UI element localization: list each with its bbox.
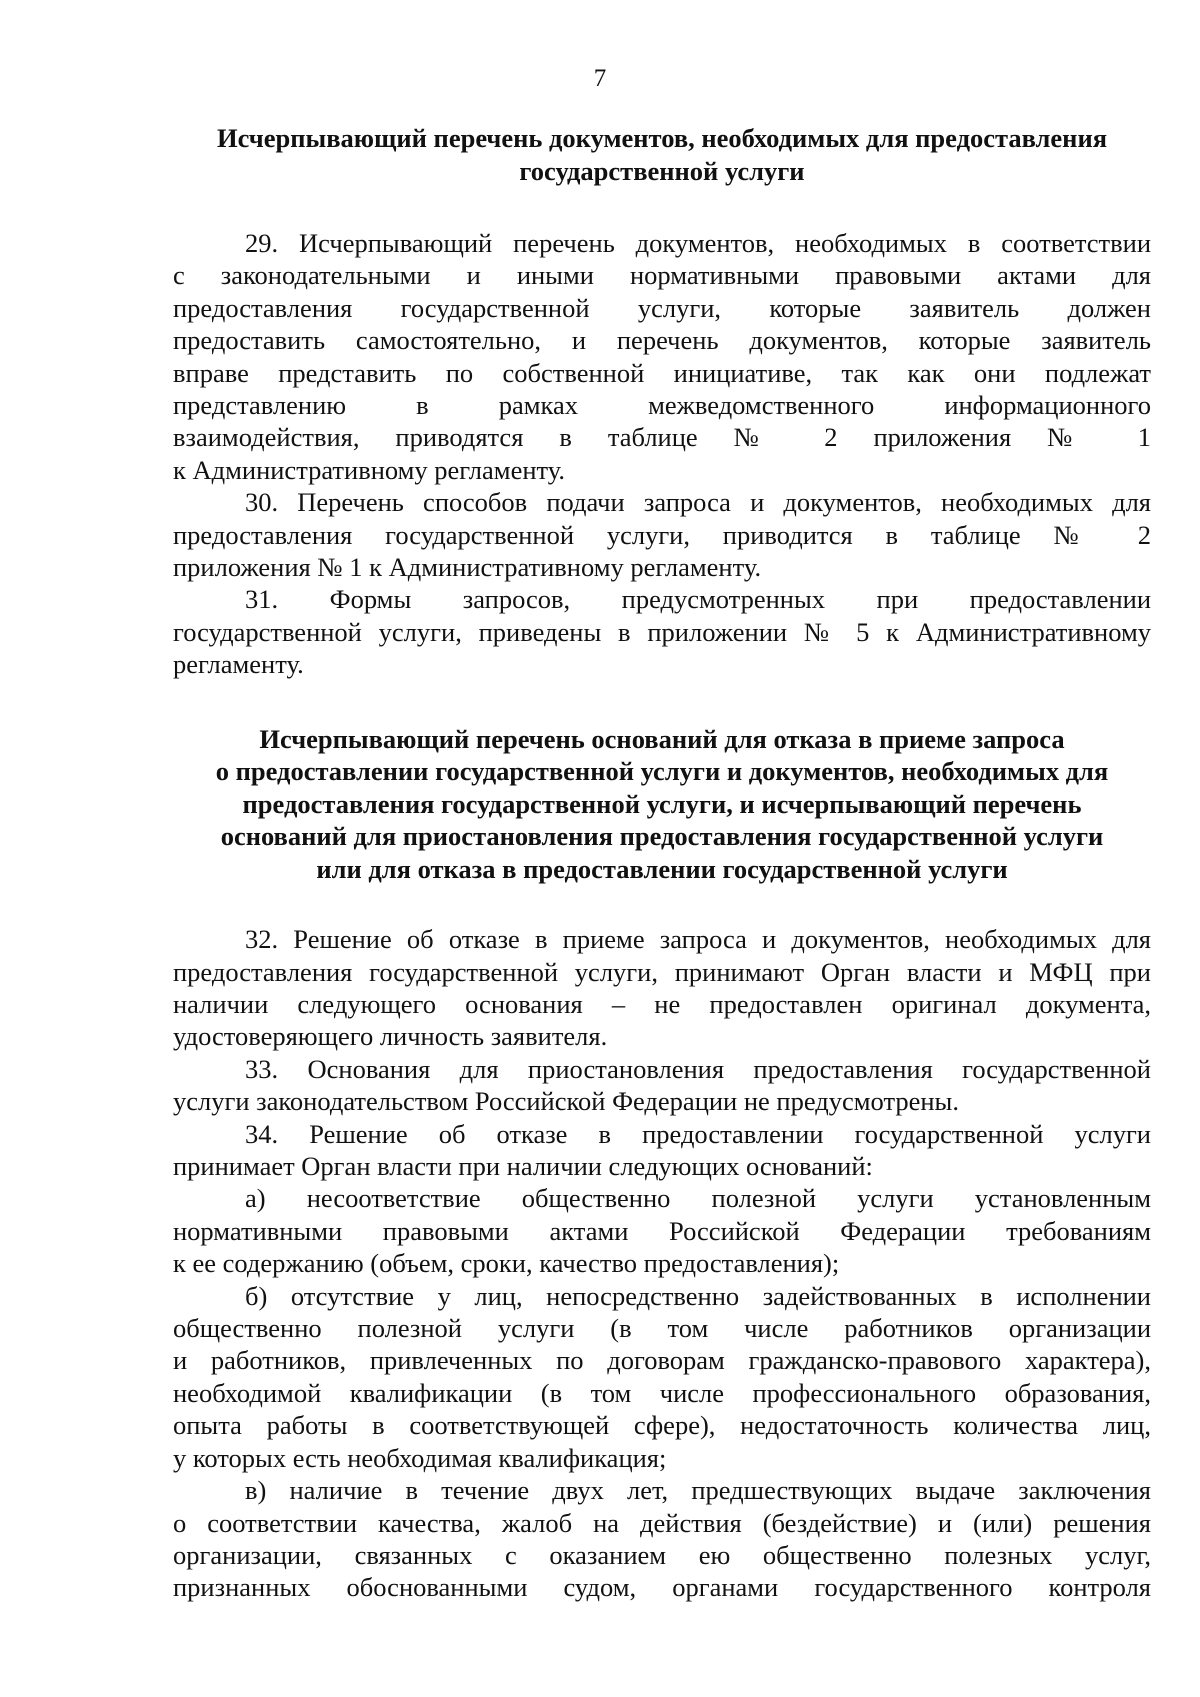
paragraph xyxy=(173,1182,1151,1279)
paragraph-line: представлению в рамках межведомственного информационного xyxy=(173,390,1151,421)
paragraph xyxy=(173,923,1151,1053)
page-number: 7 xyxy=(593,65,607,92)
heading-line: или для отказа в предоставлении государственной услуги xyxy=(316,853,1008,884)
paragraph xyxy=(173,227,1151,486)
paragraph xyxy=(173,1053,1151,1118)
heading-line: о предоставлении государственной услуги и документов, необходимых для xyxy=(215,756,1109,787)
paragraph-line: а) несоответствие общественно полезной услуги установленным xyxy=(245,1183,1151,1214)
paragraph-line: предоставления государственной услуги, которые заявитель должен xyxy=(173,292,1151,323)
paragraph-line: взаимодействия, приводятся в таблице № 2 приложения № 1 xyxy=(173,422,1151,453)
heading-line: Исчерпывающий перечень оснований для отказа в приеме запроса xyxy=(259,723,1065,754)
paragraph-line: признанных обоснованными судом, органами государственного контроля xyxy=(173,1572,1151,1603)
paragraph-line: организации, связанных с оказанием ею общественно полезных услуг, xyxy=(173,1539,1151,1570)
paragraph xyxy=(173,1118,1151,1183)
heading-line: оснований для приостановления предоставления государственной услуги xyxy=(220,821,1104,852)
paragraph-line: к Административному регламенту. xyxy=(173,454,565,485)
paragraph-line: с законодательными и иными нормативными правовыми актами для xyxy=(173,260,1151,291)
section-documents-paragraphs xyxy=(173,227,1151,681)
paragraph-line: б) отсутствие у лиц, непосредственно задействованных в исполнении xyxy=(245,1280,1151,1311)
paragraph-line: предоставления государственной услуги, приводится в таблице № 2 xyxy=(173,519,1151,550)
paragraph-line: государственной услуги, приведены в приложении № 5 к Административному xyxy=(173,616,1151,647)
heading-line: Исчерпывающий перечень документов, необходимых для предоставления xyxy=(216,123,1108,153)
paragraph-line: приложения № 1 к Административному регламенту. xyxy=(173,552,762,583)
paragraph-line: 32. Решение об отказе в приеме запроса и документов, необходимых для xyxy=(245,924,1151,955)
paragraph-line: в) наличие в течение двух лет, предшествующих выдаче заключения xyxy=(245,1475,1151,1506)
paragraph-line: у которых есть необходимая квалификация; xyxy=(173,1442,667,1473)
paragraph xyxy=(173,583,1151,680)
paragraph-line: о соответствии качества, жалоб на действия (бездействие) и (или) решения xyxy=(173,1507,1151,1538)
paragraph-line: и работников, привлеченных по договорам гражданско-правового характера), xyxy=(173,1345,1151,1376)
paragraph-line: к ее содержанию (объем, сроки, качество предоставления); xyxy=(173,1248,840,1279)
paragraph-line: 34. Решение об отказе в предоставлении государственной услуги xyxy=(245,1118,1151,1149)
paragraph-line: наличии следующего основания – не предоставлен оригинал документа, xyxy=(173,989,1151,1019)
paragraph-line: нормативными правовыми актами Российской Федерации требованиям xyxy=(173,1215,1151,1246)
paragraph xyxy=(173,486,1151,583)
paragraph-line: 31. Формы запросов, предусмотренных при предоставлении xyxy=(245,584,1151,615)
paragraph-line: общественно полезной услуги (в том числе работников организации xyxy=(173,1313,1151,1344)
paragraph-line: принимает Орган власти при наличии следующих оснований: xyxy=(173,1151,873,1182)
paragraph-line: предоставить самостоятельно, и перечень документов, которые заявитель xyxy=(173,325,1151,356)
heading-line: государственной услуги xyxy=(519,155,805,186)
paragraph-line: 29. Исчерпывающий перечень документов, необходимых в соответствии xyxy=(245,228,1151,258)
paragraph-line: 33. Основания для приостановления предоставления государственной xyxy=(245,1053,1151,1084)
paragraph-line: 30. Перечень способов подачи запроса и документов, необходимых для xyxy=(245,487,1151,518)
paragraph xyxy=(173,1280,1151,1474)
paragraph-line: регламенту. xyxy=(173,649,304,680)
paragraph-line: услуги законодательством Российской Федерации не предусмотрены. xyxy=(173,1086,959,1117)
paragraph xyxy=(173,1474,1151,1604)
paragraph-line: опыта работы в соответствующей сфере), недостаточность количества лиц, xyxy=(173,1410,1151,1441)
heading-line: предоставления государственной услуги, и исчерпывающий перечень xyxy=(242,788,1082,819)
section-heading-documents xyxy=(173,122,1151,187)
section-heading-refusal-grounds xyxy=(173,723,1151,886)
paragraph-line: предоставления государственной услуги, принимают Орган власти и МФЦ при xyxy=(173,956,1151,987)
document-body xyxy=(173,122,1151,1604)
paragraph-line: удостоверяющего личность заявителя. xyxy=(173,1021,608,1052)
paragraph-line: необходимой квалификации (в том числе профессионального образования, xyxy=(173,1377,1151,1408)
paragraph-line: вправе представить по собственной инициативе, так как они подлежат xyxy=(173,357,1151,388)
section-refusal-paragraphs xyxy=(173,923,1151,1604)
